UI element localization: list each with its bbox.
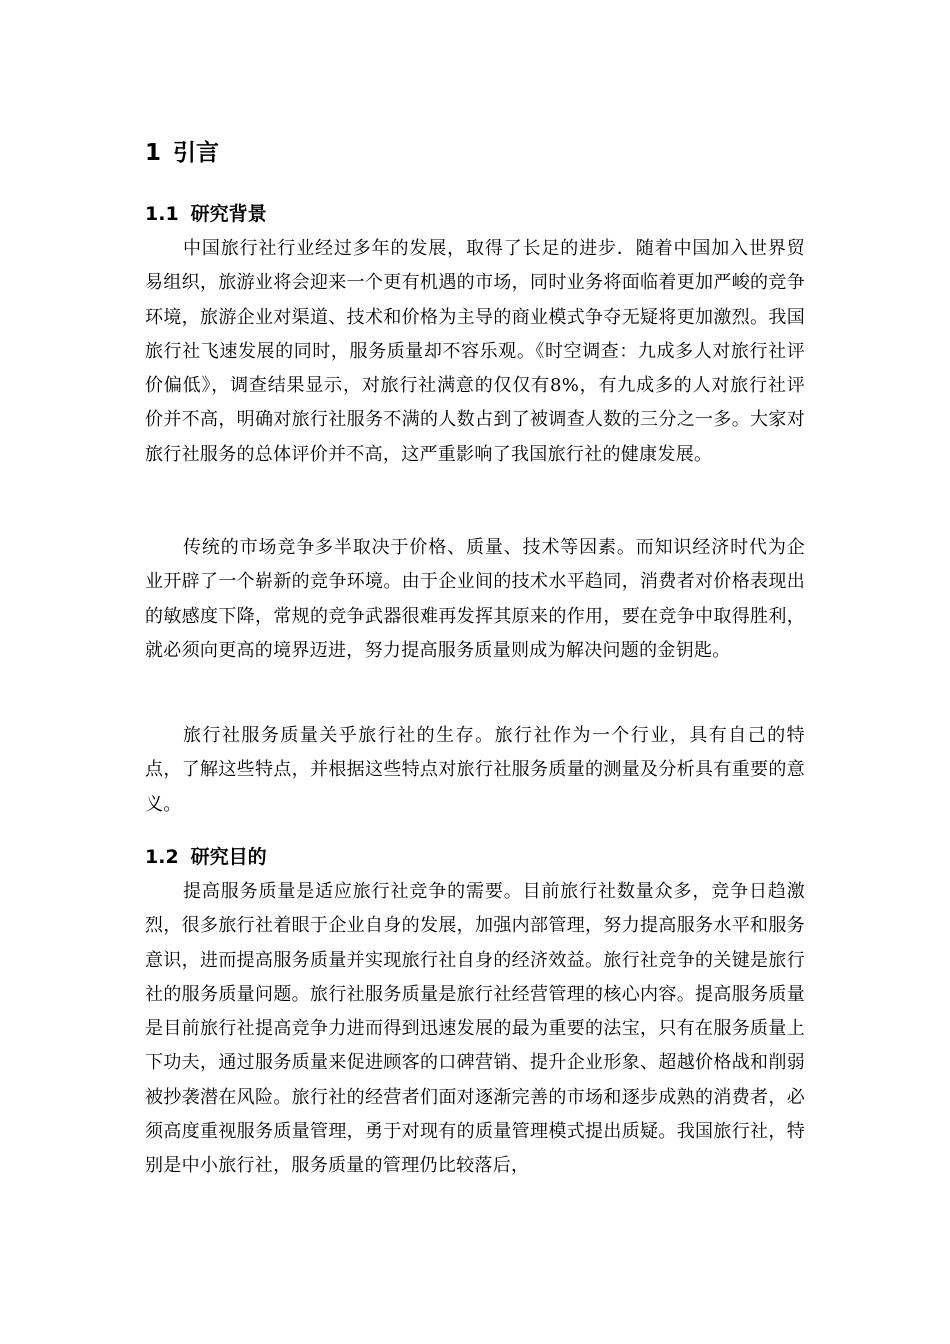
section-number: 1.2 — [145, 846, 179, 868]
section-heading-research-background — [145, 201, 267, 227]
section-title: 研究背景 — [190, 203, 267, 225]
chapter-heading — [145, 138, 219, 168]
chapter-number: 1 — [145, 140, 162, 166]
body-paragraph: 提高服务质量是适应旅行社竞争的需要。目前旅行社数量众多，竞争日趋激烈，很多旅行社着眼于企业自身的发展，加强内部管理，努力提高服务水平和服务意识，进而提高服务质量并实现旅行社自身的经济效益。旅行社竞争的关键是旅行社的服务质量问题。旅行社服务质量是旅行社经营管理的核心内容。提高服务质量是目前旅行社提高竞争力进而得到迅速发展的最为重要的法宝，只有在服务质量上下功夫，通过服务质量来促进顾客的口碑营销、提升企业形象、超越价格战和削弱被抄袭潜在风险。旅行社的经营者们面对逐渐完善的市场和逐步成熟的消费者，必须高度重视服务质量管理，勇于对现有的质量管理模式提出质疑。我国旅行社，特别是中小旅行社，服务质量的管理仍比较落后， — [145, 881, 805, 1177]
chapter-title: 引言 — [173, 140, 220, 166]
body-paragraph: 中国旅行社行业经过多年的发展，取得了长足的进步．随着中国加入世界贸易组织，旅游业将会迎来一个更有机遇的市场，同时业务将面临着更加严峻的竞争环境，旅游企业对渠道、技术和价格为主导的商业模式争夺无疑将更加激烈。我国旅行社飞速发展的同时，服务质量却不容乐观。《时空调查：九成多人对旅行社评价偏低》，调查结果显示，对旅行社满意的仅仅有8%，有九成多的人对旅行社评价并不高，明确对旅行社服务不满的人数占到了被调查人数的三分之一多。大家对旅行社服务的总体评价并不高，这严重影响了我国旅行社的健康发展。 — [145, 238, 805, 465]
body-paragraph: 传统的市场竞争多半取决于价格、质量、技术等因素。而知识经济时代为企业开辟了一个崭新的竞争环境。由于企业间的技术水平趋同，消费者对价格表现出的敏感度下降，常规的竞争武器很难再发挥其原来的作用，要在竞争中取得胜利，就必须向更高的境界迈进，努力提高服务质量则成为解决问题的金钥匙。 — [145, 537, 805, 661]
body-paragraph: 旅行社服务质量关乎旅行社的生存。旅行社作为一个行业，具有自己的特点，了解这些特点，并根据这些特点对旅行社服务质量的测量及分析具有重要的意义。 — [145, 725, 805, 815]
section-number: 1.1 — [145, 203, 179, 225]
section-heading-research-purpose — [145, 844, 267, 870]
section-title: 研究目的 — [190, 846, 267, 868]
